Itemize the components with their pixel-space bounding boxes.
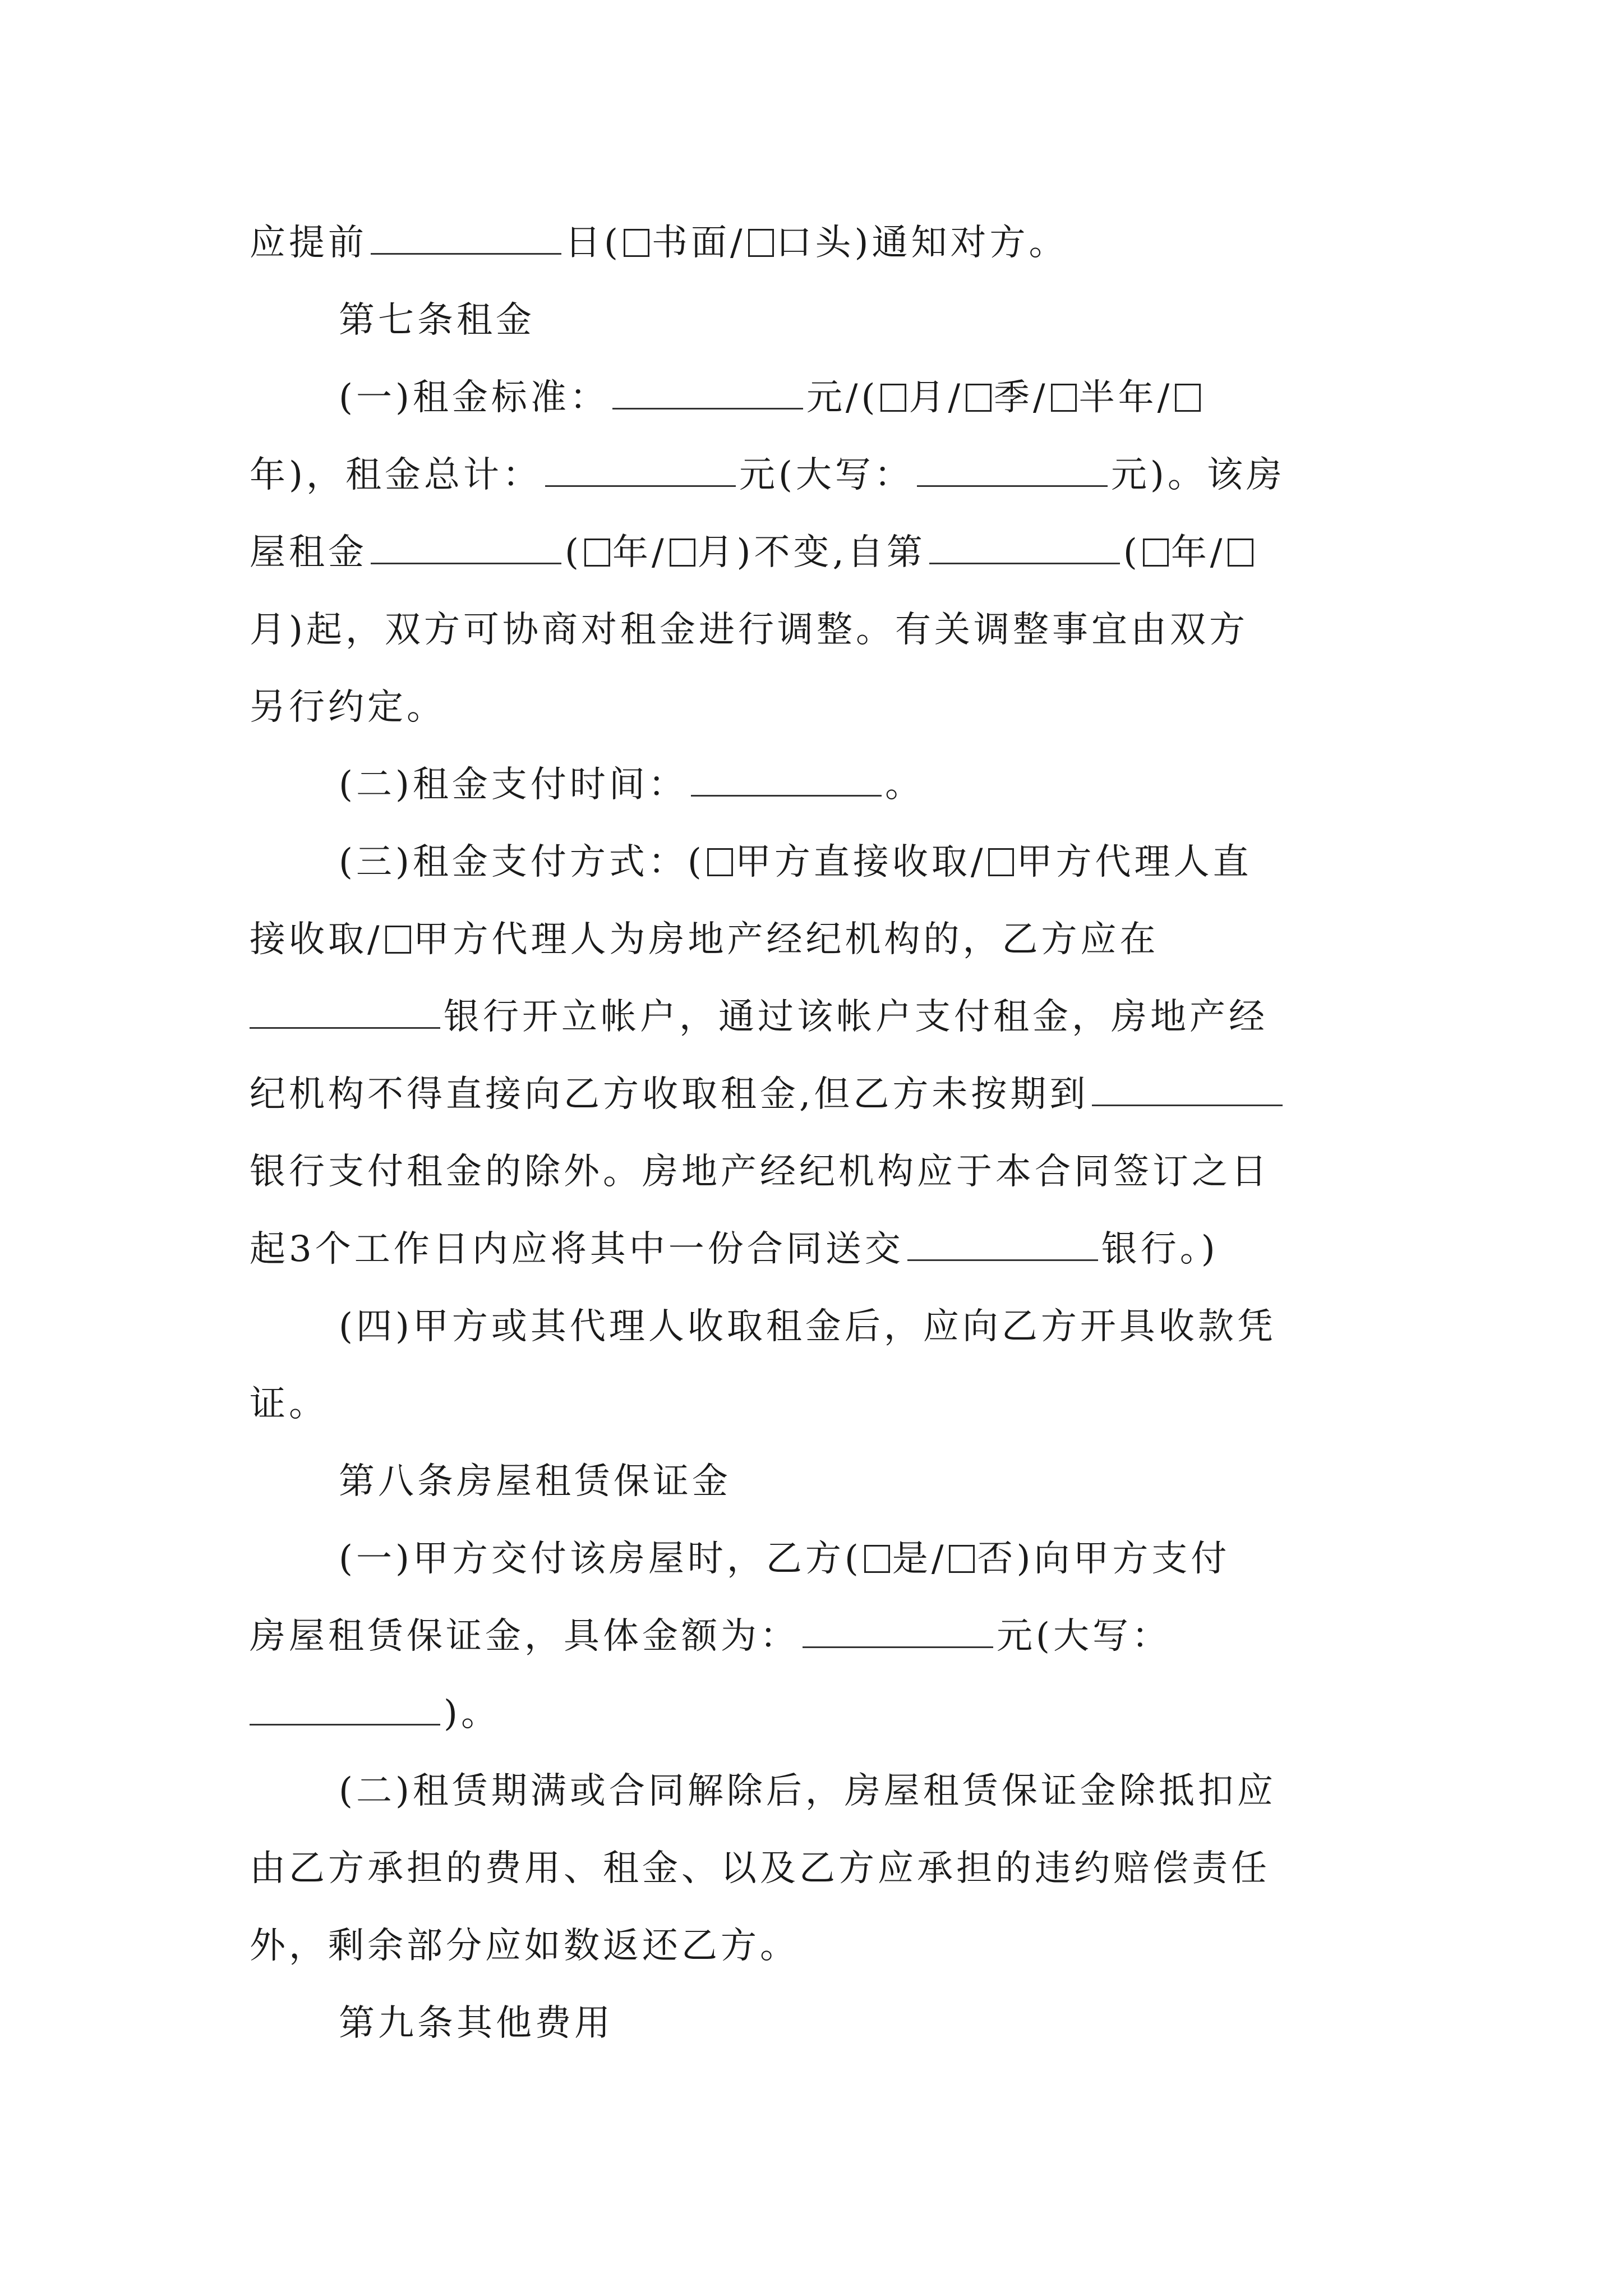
text: 屋租金 <box>250 532 367 573</box>
text: (一)租金标准： <box>339 377 609 418</box>
text: (一)甲方交付该房屋时，乙方( <box>339 1538 862 1580</box>
text: ( <box>565 532 582 573</box>
text: 起3个工作日内应将其中一份合同送交 <box>250 1228 904 1270</box>
text-line: 月)起，双方可协商对租金进行调整。有关调整事宜由双方 <box>250 609 1248 651</box>
checkbox[interactable] <box>670 539 695 567</box>
checkbox[interactable] <box>1051 384 1077 412</box>
fill-blank[interactable] <box>371 529 561 564</box>
text-line <box>250 1222 1219 1276</box>
text-line: (二)租赁期满或合同解除后，房屋租赁保证金除抵扣应 <box>339 1770 1276 1812</box>
text: 甲方代理人直 <box>1016 841 1252 883</box>
checkbox[interactable] <box>624 229 649 257</box>
text: 银行开立帐户，通过该帐户支付租金，房地产经 <box>444 996 1268 1038</box>
text: 月/ <box>909 377 964 418</box>
text: (三)租金支付方式：( <box>339 841 705 883</box>
text: ( <box>1123 532 1141 573</box>
text-line: 外，剩余部分应如数返还乙方。 <box>250 1925 799 1967</box>
text: 是/ <box>892 1538 947 1580</box>
checkbox[interactable] <box>966 384 992 412</box>
checkbox[interactable] <box>584 539 610 567</box>
text-line <box>250 990 1268 1044</box>
text-line: 另行约定。 <box>250 687 446 728</box>
fill-blank[interactable] <box>612 374 803 409</box>
text: 年/ <box>612 532 667 573</box>
checkbox[interactable] <box>880 384 906 412</box>
fill-blank[interactable] <box>929 529 1120 564</box>
text: 甲方直接收取/ <box>735 841 986 883</box>
text: (二)租金支付时间： <box>339 764 688 806</box>
text-line <box>339 835 1252 889</box>
text: 甲方代理人为房地产经纪机构的，乙方应在 <box>413 919 1159 960</box>
text-line <box>250 1687 500 1741</box>
text-line <box>250 913 1159 967</box>
text-line <box>339 1532 1230 1586</box>
text: 元)。该房 <box>1110 454 1285 496</box>
text: 年/ <box>1170 532 1226 573</box>
text: 银行。) <box>1101 1228 1219 1270</box>
fill-blank[interactable] <box>691 761 882 797</box>
checkbox[interactable] <box>988 848 1014 876</box>
text: 月)不变,自第 <box>697 532 926 573</box>
text: 接收取/ <box>250 919 383 960</box>
checkbox[interactable] <box>385 926 411 954</box>
checkbox[interactable] <box>707 848 733 876</box>
section-heading: 第七条租金 <box>339 300 535 341</box>
text-line: 证。 <box>250 1383 328 1425</box>
checkbox[interactable] <box>1175 384 1201 412</box>
fill-blank[interactable] <box>1092 1071 1283 1106</box>
text: 年)，租金总计： <box>250 454 542 496</box>
text-line <box>250 448 1285 502</box>
fill-blank[interactable] <box>907 1226 1098 1261</box>
text-line <box>339 758 924 812</box>
fill-blank[interactable] <box>250 993 440 1029</box>
checkbox[interactable] <box>1143 539 1169 567</box>
text-line <box>250 1609 1171 1663</box>
text: )。 <box>444 1693 500 1734</box>
text: 日( <box>565 222 621 264</box>
text: 元(大写： <box>997 1616 1171 1657</box>
text: 口头)通知对方。 <box>776 222 1068 264</box>
text: 。 <box>884 764 924 806</box>
fill-blank[interactable] <box>803 1613 993 1648</box>
text: 元(大写： <box>739 454 914 496</box>
checkbox[interactable] <box>949 1545 975 1573</box>
text: 否)向甲方支付 <box>977 1538 1230 1580</box>
text-line: 银行支付租金的除外。房地产经纪机构应于本合同签订之日 <box>250 1151 1270 1193</box>
text: 半年/ <box>1078 377 1173 418</box>
text: 纪机构不得直接向乙方收取租金,但乙方未按期到 <box>250 1074 1089 1115</box>
text-line: (四)甲方或其代理人收取租金后，应向乙方开具收款凭 <box>339 1306 1276 1347</box>
text: 书面/ <box>651 222 746 264</box>
fill-blank[interactable] <box>371 219 561 255</box>
text-line <box>250 526 1256 579</box>
text-line <box>339 371 1203 425</box>
text-line <box>250 216 1068 270</box>
section-heading: 第九条其他费用 <box>339 2003 614 2044</box>
checkbox[interactable] <box>864 1545 890 1573</box>
fill-blank[interactable] <box>250 1690 440 1726</box>
checkbox[interactable] <box>748 229 774 257</box>
text-line <box>250 1068 1286 1121</box>
section-heading: 第八条房屋租赁保证金 <box>339 1461 731 1502</box>
checkbox[interactable] <box>1228 539 1253 567</box>
text: 元/( <box>806 377 879 418</box>
text-line: 由乙方承担的费用、租金、以及乙方应承担的违约赔偿责任 <box>250 1848 1270 1889</box>
text: 房屋租赁保证金，具体金额为： <box>250 1616 799 1657</box>
text: 季/ <box>994 377 1049 418</box>
text: 应提前 <box>250 222 367 264</box>
fill-blank[interactable] <box>545 452 736 487</box>
fill-blank[interactable] <box>917 452 1108 487</box>
